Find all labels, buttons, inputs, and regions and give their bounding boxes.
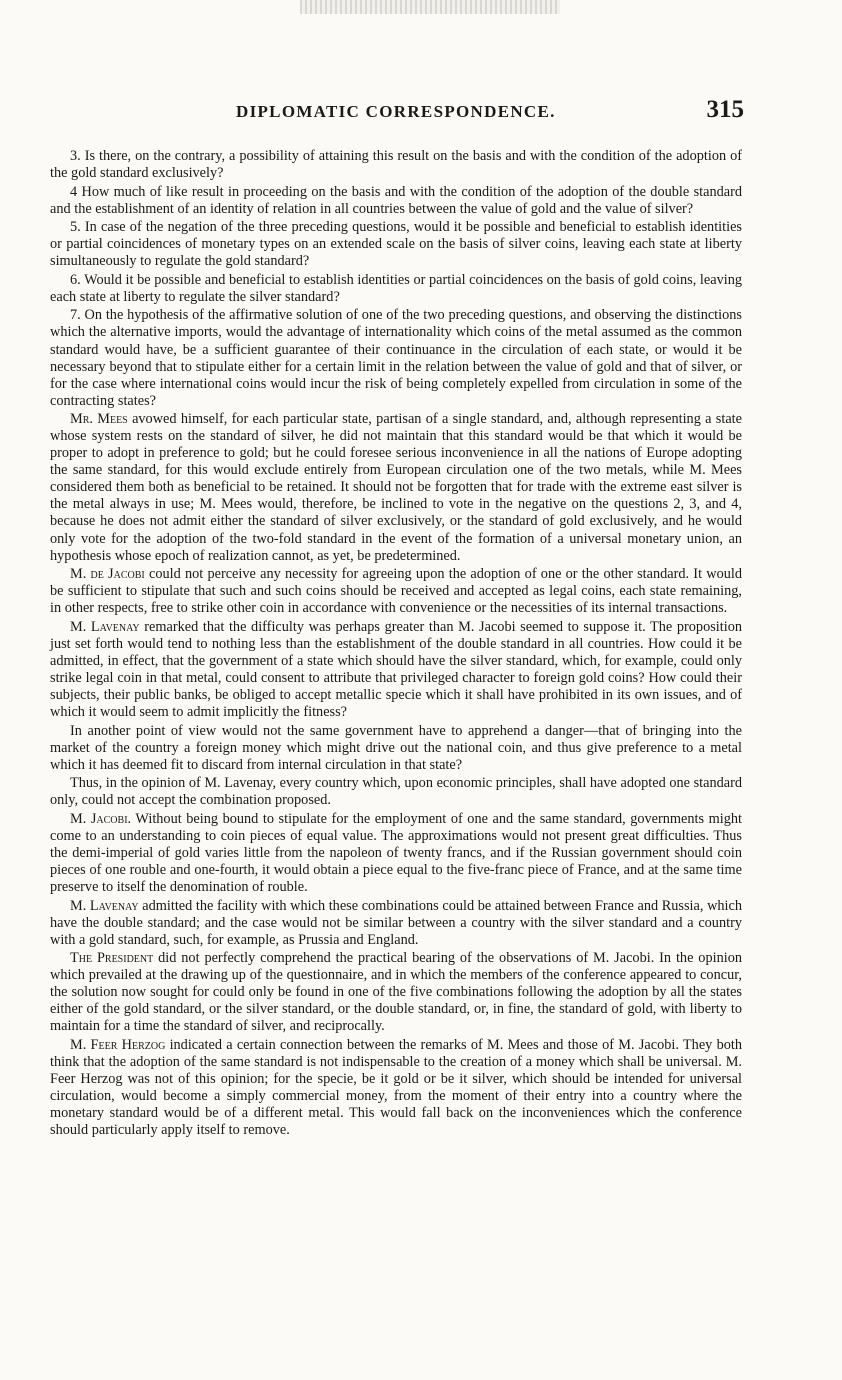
question-6 [50,272,742,306]
paragraph-text: indicated a certain connection between the remarks of M. Mees and those of M. Jacobi. They both think that the adoption of the same standard is not indispensable to the creation of a money which shall be universal. M. Feer Herzog was not of this opinion; for the specie, be it gold or be it silver, which should be intended for universal circulation, would become a simply commercial money, from the moment of their entry into a country where the monetary standard would be of a different metal. This would fall back on the inconveniences which the conference should particularly apply itself to remove. [50,1036,742,1139]
paragraph-text: 5. In case of the negation of the three preceding questions, would it be possible and beneficial to establish identities or partial coincidences of monetary types on an extended scale on the basis of silver coins, leaving each state at liberty simultaneously to regulate the gold standard? [50,219,742,270]
scan-artifact [300,0,560,14]
paragraph-text: 6. Would it be possible and beneficial to establish identities or partial coincidences on the basis of gold coins, leaving each state at liberty to regulate the silver standard? [50,271,742,305]
page-header [76,96,746,132]
question-7 [50,307,742,409]
paragraph-text: avowed himself, for each particular state, partisan of a single standard, and, although representing a state whose system rests on the standard of silver, he did not maintain that this standard would be that which it would be proper to adopt in preference to gold; but he could foresee serious inconvenience in all the nations of Europe adopting the same standard, for this would exclude entirely from European circulation one of the two metals, while M. Mees considered them both as beneficial to be retained. It should not be forgotten that for trade with the extreme east silver is the metal always in use; M. Mees would, therefore, be inclined to vote in the negative on the questions 2, 3, and 4, because he does not admit either the standard of silver exclusively, or the standard of gold exclusively, and he would only vote for the adoption of the two-fold standard in the event of the formation of a universal monetary union, an hypothesis whose epoch of realization cannot, as yet, be predetermined. [50,411,742,564]
paragraph-text: admitted the facility with which these combinations could be attained between France and Russia, which have the double standard; and the case would not be similar between a country with the silver standard and a country with a gold standard, such, for example, as Prussia and England. [50,897,743,948]
speaker-name: Mr. Mees [70,411,128,428]
paragraph-text: 3. Is there, on the contrary, a possibility of attaining this result on the basis and with the condition of the adoption of the gold standard exclusively? [50,148,742,182]
speaker-name: M. de Jacobi [70,566,145,583]
paragraph-text: Without being bound to stipulate for the employment of one and the same standard, governments might come to an understanding to coin pieces of equal value. The approximations would not present great difficulties. Thus the demi-imperial of gold varies little from the napoleon of twenty francs, and if the Russian government should coin pieces of one rouble and one-fourth, it would obtain a piece equal to the five-franc piece of France, and at the same time preserve to itself the denomination of rouble. [50,810,743,895]
paragraph-thus [50,775,742,809]
speaker-name: M. Lavenay [70,618,140,635]
question-4 [50,184,742,218]
paragraph-lavenay-2 [50,898,742,949]
paragraph-another-point [50,723,742,774]
paragraph-de-jacobi [50,566,742,617]
paragraph-text: did not perfectly comprehend the practical bearing of the observations of M. Jacobi. In the opinion which prevailed at the drawing up of the questionnaire, and in which the members of the conference appeared to concur, the solution now sought for could only be found in one of the five combinations following the adoption by all the states either of the gold standard, or the silver standard, or the double standard, or, in fine, the standard of gold, with liberty to maintain for a time the standard of silver, and reciprocally. [50,950,742,1035]
question-5 [50,219,742,270]
speaker-name: M. Jacobi. [70,810,132,827]
paragraph-text: 4 How much of like result in proceeding on the basis and with the condition of the adoption of the double standard and the establishment of an identity of relation in all countries between the value of gold and the value of silver? [50,183,742,217]
paragraph-text: Thus, in the opinion of M. Lavenay, every country which, upon economic principles, shall have adopted one standard only, could not accept the combination proposed. [50,775,742,809]
question-3 [50,148,742,182]
body-text [50,148,742,1141]
page-number: 315 [706,96,744,123]
paragraph-jacobi [50,811,742,896]
speaker-name: M. Lavenay [70,897,139,914]
paragraph-text: 7. On the hypothesis of the affirmative solution of one of the two preceding questions, and observing the distinctions which the alternative imports, would the advantage of internationality which coins of the metal assumed as the common standard would have, be a sufficient guarantee of their continuance in the circulation of each state, or would it be necessary beyond that to stipulate either for a certain limit in the relation between the value of gold and that of silver, or for the case where international coins would incur the risk of being completely expelled from circulation in some of the contracting states? [50,307,742,409]
running-head: DIPLOMATIC CORRESPONDENCE. [236,102,556,121]
paragraph-lavenay [50,619,742,721]
paragraph-text: In another point of view would not the same government have to apprehend a danger—that of bringing into the market of the country a foreign money which might drive out the national coin, and thus give preference to a metal which it has deemed fit to discard from internal circulation in that state? [50,722,742,773]
speaker-name: M. Feer Herzog [70,1036,166,1053]
paragraph-president [50,950,742,1035]
paragraph-text: could not perceive any necessity for agreeing upon the adoption of one or the other standard. It would be sufficient to stipulate that such and such coins should be received and accepted as legal coins, each state remaining, in other respects, free to strike other coin in accordance with convenience or the necessities of its internal transactions. [50,566,742,617]
speaker-name: The President [70,950,154,967]
paragraph-text: remarked that the difficulty was perhaps greater than M. Jacobi seemed to suppose it. The proposition just set forth would tend to nothing less than the establishment of the double standard in all countries. How could it be admitted, in effect, that the government of a state which should have the silver standard, which, for example, could only strike legal coin in that metal, could consent to attribute that privileged character to foreign gold coins? How could their subjects, their public banks, be obliged to accept metallic specie which it shall have prohibited in its own issues, and of which it would seem to admit implicitly the fitness? [50,618,742,720]
paragraph-mees [50,411,742,564]
paragraph-feer-herzog [50,1037,742,1139]
